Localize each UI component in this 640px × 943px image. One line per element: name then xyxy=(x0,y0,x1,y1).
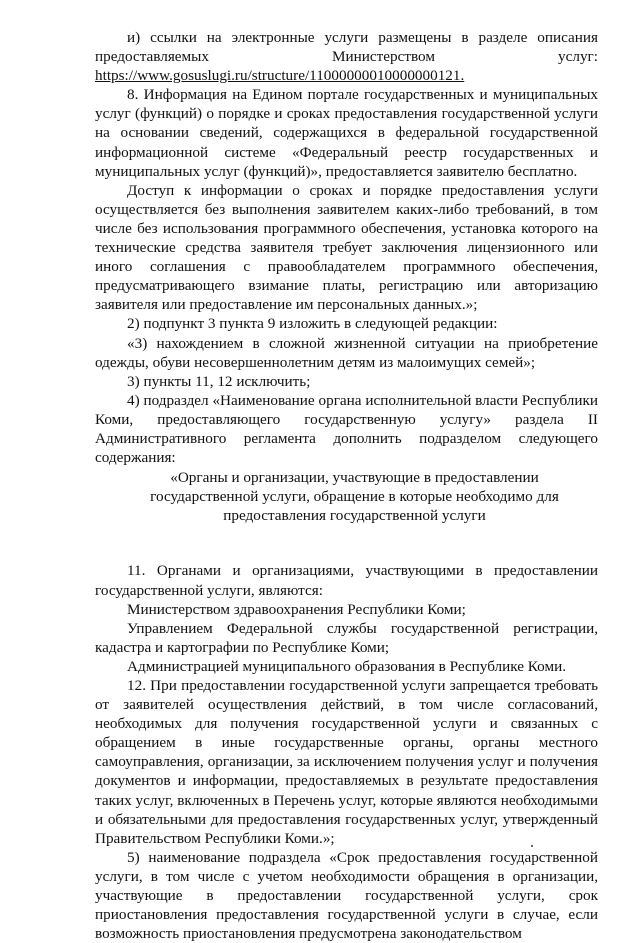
paragraph-item-5: 5) наименование подраздела «Срок предоставления государственной услуги, в том числе с учетом необходимости обращения в организации, участвующие в предоставлении государственной услуги, срок приостановления предоставления государственной услуги в случае, если возможность приостановления предусмотрена законодательством xyxy=(95,848,598,943)
paragraph-item-4: 4) подраздел «Наименование органа исполнительной власти Республики Коми, предоставляющего государственную услугу» раздела II Административного регламента дополнить подразделом следующего содержания: xyxy=(95,391,598,467)
spacer xyxy=(95,525,598,561)
paragraph-subitem-3: «3) нахождением в сложной жизненной ситуации на приобретение одежды, обуви несовершеннолетним детям из малоимущих семей»; xyxy=(95,334,598,371)
paragraph-item-2: 2) подпункт 3 пункта 9 изложить в следующей редакции: xyxy=(127,315,498,333)
paragraph-access: Доступ к информации о сроках и порядке предоставления услуги осуществляется без выполнения заявителем каких-либо требований, в том числе без использования программного обеспечения, установка которого на технические средства заявителя требует заключения лицензионного или иного соглашения с правообладателем программного обеспечения, предусматривающего взимание платы, регистрацию или авторизацию заявителя или предоставление им персональных данных.»; xyxy=(95,181,598,314)
paragraph-i-line1: и) ссылки на электронные услуги размещены в разделе описания xyxy=(127,29,598,46)
paragraph-11: 11. Органами и организациями, участвующими в предоставлении государственной услуги, являются: xyxy=(95,562,598,599)
paragraph-item-3: 3) пункты 11, 12 исключить; xyxy=(127,372,311,390)
paragraph-administration: Администрацией муниципального образования в Республике Коми. xyxy=(127,657,567,675)
paragraph-12: 12. При предоставлении государственной услуги запрещается требовать от заявителей осуществления действий, в том числе согласований, необходимых для получения государственной услуги и связанных с обращением в иные государственные органы, органы местного самоуправления, организации, за исключением получения услуг и получения документов и информации, предоставляемых в результате предоставления таких услуг, включенных в Перечень услуг, которые являются необходимыми и обязательными для предоставления государственных услуг, утвержденный Правительством Республики Коми.»; xyxy=(95,677,598,847)
link-paragraph xyxy=(95,66,598,85)
document-page xyxy=(95,28,598,943)
gosuslugi-link[interactable]: https://www.gosuslugi.ru/structure/11000000010000000121. xyxy=(95,67,465,85)
paragraph-ministry: Министерством здравоохранения Республики Коми; xyxy=(127,600,466,618)
paragraph-i-line2: предоставляемых Министерством услуг: xyxy=(95,48,598,66)
scan-speck xyxy=(531,845,533,847)
paragraph-8: 8. Информация на Едином портале государственных и муниципальных услуг (функций) о порядке и сроках предоставления государственной услуги на основании сведений, содержащихся в федеральной государственной информационной системе «Федеральный реестр государственных и муниципальных услуг (функций)», предоставляется заявителю бесплатно. xyxy=(95,86,598,180)
paragraph-rosreestr: Управлением Федеральной службы государственной регистрации, кадастра и картографии по Республике Коми; xyxy=(95,619,598,656)
subsection-heading: «Органы и организации, участвующие в предоставлении государственной услуги, обращение в которые необходимо для предоставления государственной услуги xyxy=(150,469,559,525)
